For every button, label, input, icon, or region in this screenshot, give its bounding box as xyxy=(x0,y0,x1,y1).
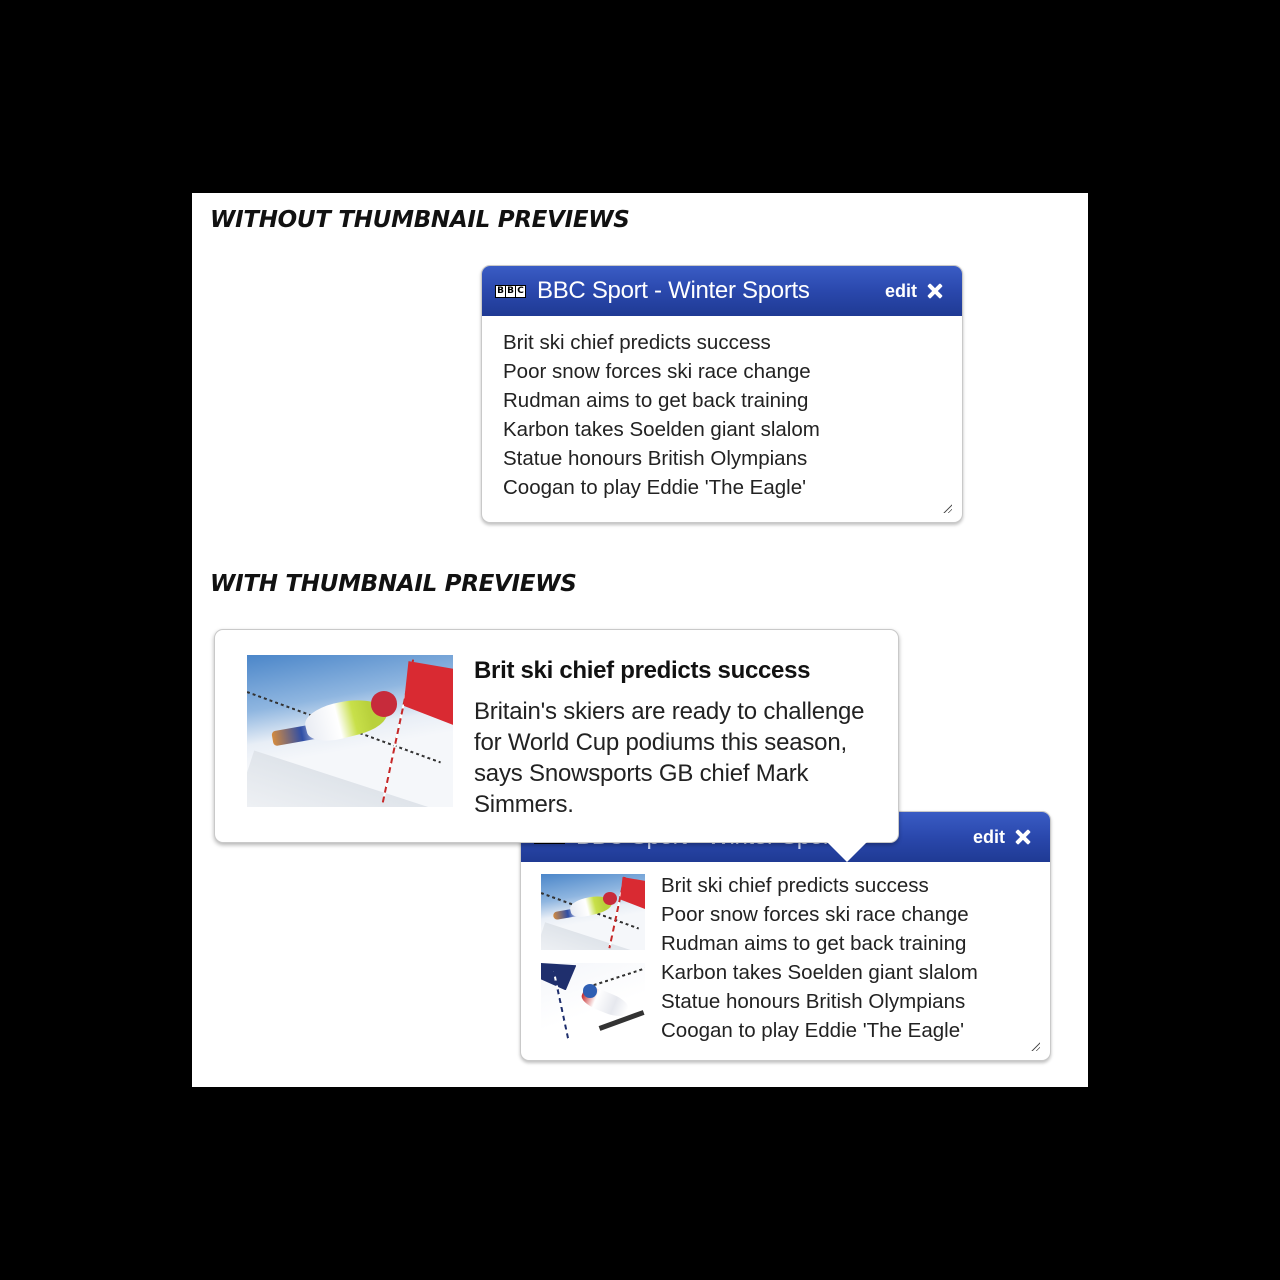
preview-popup xyxy=(214,629,899,843)
bbc-logo-icon xyxy=(495,285,526,298)
preview-summary: Britain's skiers are ready to challenge for World Cup podiums this season, says Snowsports GB chief Mark Simmers. xyxy=(474,698,865,818)
widget-title: BBC Sport - Winter Sports xyxy=(537,277,810,304)
feed-widget-plain xyxy=(481,265,963,523)
logo-letter: B xyxy=(497,285,504,296)
headline-link[interactable]: Statue honours British Olympians xyxy=(503,447,808,470)
edit-button[interactable]: edit xyxy=(884,280,917,301)
headline-link[interactable]: Statue honours British Olympians xyxy=(661,990,966,1013)
thumbnail-2[interactable] xyxy=(541,963,645,1039)
preview-title[interactable]: Brit ski chief predicts success xyxy=(474,657,811,684)
logo-letter: C xyxy=(517,285,524,296)
close-icon[interactable] xyxy=(1015,829,1031,845)
headline-link[interactable]: Coogan to play Eddie 'The Eagle' xyxy=(503,476,807,499)
resize-grip-icon[interactable] xyxy=(1030,1041,1040,1051)
header-actions xyxy=(973,827,1031,848)
headline-link[interactable]: Rudman aims to get back training xyxy=(503,389,809,412)
section-heading-with: WITH THUMBNAIL PREVIEWS xyxy=(210,571,577,597)
headline-link[interactable]: Rudman aims to get back training xyxy=(661,932,967,955)
thumbnail-1[interactable] xyxy=(541,874,645,950)
headline-list xyxy=(661,871,978,1045)
headline-link[interactable]: Poor snow forces ski race change xyxy=(661,903,969,926)
headline-link[interactable]: Karbon takes Soelden giant slalom xyxy=(661,961,978,984)
headline-link[interactable]: Brit ski chief predicts success xyxy=(661,874,929,897)
feed-widget-thumbnails xyxy=(520,811,1051,1061)
widget-header[interactable] xyxy=(482,266,962,316)
headline-link[interactable]: Coogan to play Eddie 'The Eagle' xyxy=(661,1019,965,1042)
logo-letter: B xyxy=(507,285,514,296)
preview-image xyxy=(247,655,453,807)
skier-red-gate-photo xyxy=(247,655,453,807)
skier-blue-gate-photo xyxy=(541,963,645,1039)
headline-list xyxy=(503,328,820,502)
headline-link[interactable]: Brit ski chief predicts success xyxy=(503,331,771,354)
header-actions xyxy=(885,281,943,302)
section-heading-without: WITHOUT THUMBNAIL PREVIEWS xyxy=(210,207,630,233)
edit-button[interactable]: edit xyxy=(972,826,1005,847)
canvas xyxy=(192,193,1088,1087)
close-icon[interactable] xyxy=(927,283,943,299)
resize-grip-icon[interactable] xyxy=(942,503,952,513)
headline-link[interactable]: Poor snow forces ski race change xyxy=(503,360,811,383)
headline-link[interactable]: Karbon takes Soelden giant slalom xyxy=(503,418,820,441)
skier-red-gate-photo xyxy=(541,874,645,950)
